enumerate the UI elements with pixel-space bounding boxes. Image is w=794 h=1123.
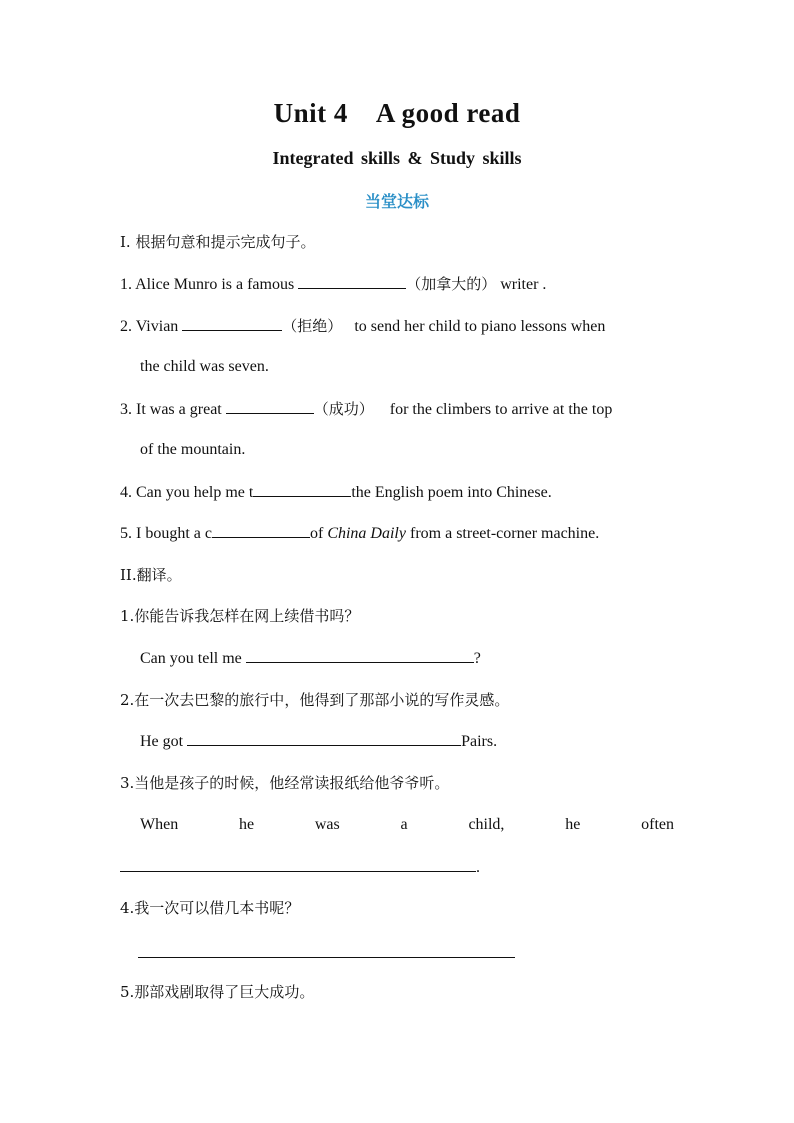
answer-blank[interactable] xyxy=(182,316,282,331)
translate-3-answer: When he was a child, he often xyxy=(140,816,674,833)
question-4: 4. Can you help me t the English poem into Chinese. xyxy=(120,484,552,501)
translate-5-prompt: 5.那部戏剧取得了巨大成功。 xyxy=(120,983,315,1001)
question-5: 5. I bought a c of China Daily from a street-corner machine. xyxy=(120,525,600,542)
answer-blank[interactable] xyxy=(226,399,314,414)
question-2-cont: the child was seven. xyxy=(140,358,269,375)
part1-heading: I. 根据句意和提示完成句子。 xyxy=(120,233,316,251)
part2-heading: II.翻译。 xyxy=(120,566,182,584)
question-3: 3. It was a great （成功） for the climbers to arrive at the top xyxy=(120,400,613,418)
question-3-cont: of the mountain. xyxy=(140,441,246,458)
translate-4-prompt: 4.我一次可以借几本书呢？ xyxy=(120,899,300,917)
question-2: 2. Vivian （拒绝） to send her child to piano lessons when xyxy=(120,317,606,335)
unit-title: A good read xyxy=(375,98,521,128)
answer-blank[interactable] xyxy=(212,523,310,538)
translate-1-prompt: 1.你能告诉我怎样在网上续借书吗？ xyxy=(120,607,360,625)
translate-2-answer: He got Pairs. xyxy=(140,733,498,750)
answer-blank[interactable] xyxy=(253,482,351,497)
answer-line[interactable] xyxy=(138,957,515,958)
answer-blank[interactable] xyxy=(298,274,406,289)
answer-blank[interactable] xyxy=(120,857,476,872)
answer-blank[interactable] xyxy=(246,648,474,663)
page-title xyxy=(0,98,794,129)
translate-1-answer: Can you tell me ? xyxy=(140,650,481,667)
translate-2-prompt: 2.在一次去巴黎的旅行中，他得到了那部小说的写作灵感。 xyxy=(120,691,510,709)
section-tag: 当堂达标 xyxy=(364,192,429,211)
translate-3-prompt: 3.当他是孩子的时候，他经常读报纸给他爷爷听。 xyxy=(120,774,450,792)
unit-label: Unit 4 xyxy=(273,98,348,128)
answer-blank[interactable] xyxy=(187,731,461,746)
question-1: 1. Alice Munro is a famous （加拿大的） writer . xyxy=(120,275,547,293)
translate-3-answer-line: . xyxy=(120,857,480,878)
page-subtitle: Integrated skills & Study skills xyxy=(272,148,522,168)
